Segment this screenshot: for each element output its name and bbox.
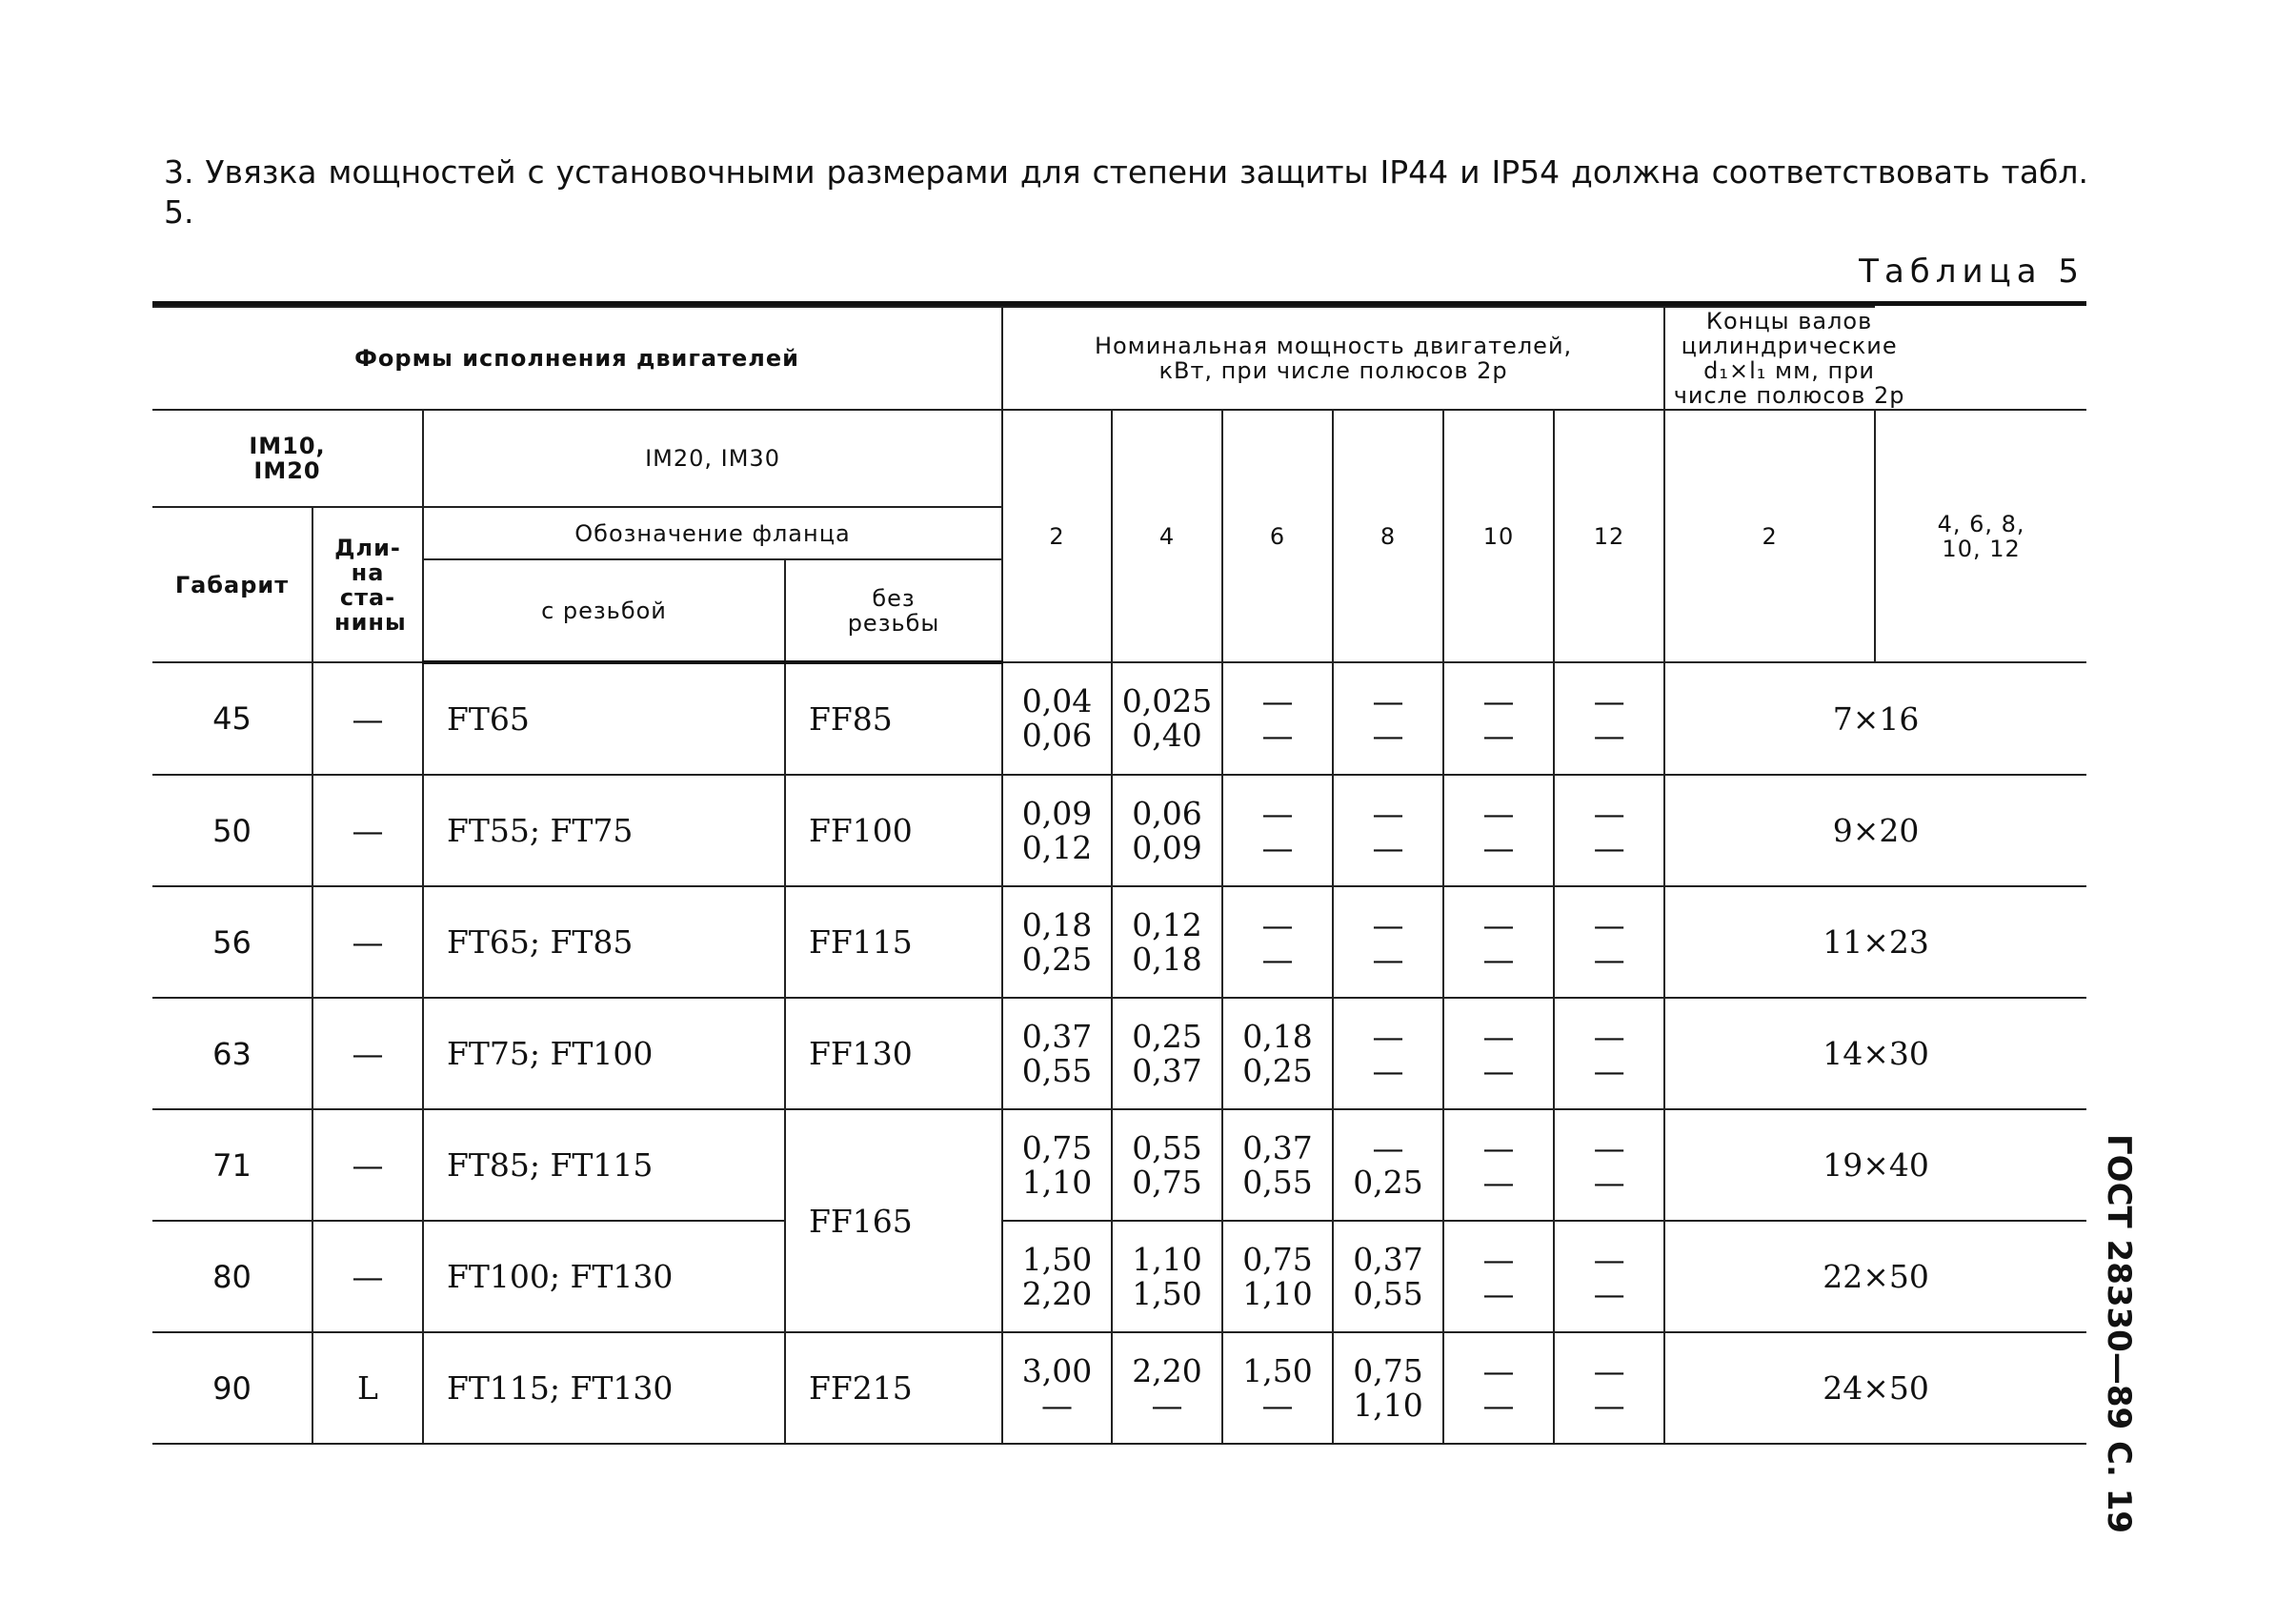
cell-power bbox=[1333, 1332, 1443, 1444]
power-value: 3,00 bbox=[1021, 1351, 1093, 1389]
cell-power bbox=[1112, 1221, 1222, 1332]
power-value: — bbox=[1482, 1351, 1515, 1389]
cell-power bbox=[1554, 1332, 1664, 1444]
cell-flange-threaded: FT65; FT85 bbox=[423, 886, 785, 998]
power-value: 0,37 bbox=[1242, 1128, 1313, 1166]
header-length bbox=[312, 507, 423, 662]
cell-power bbox=[1554, 1109, 1664, 1221]
cell-flange-unthreaded: FF215 bbox=[785, 1332, 1002, 1444]
power-value: 1,50 bbox=[1132, 1274, 1202, 1312]
power-value: — bbox=[1041, 1386, 1074, 1424]
power-value: — bbox=[1372, 940, 1404, 978]
power-value: 0,40 bbox=[1132, 717, 1202, 754]
power-value: 0,25 bbox=[1132, 1017, 1202, 1055]
cell-length: L bbox=[312, 1332, 423, 1444]
power-value: 2,20 bbox=[1021, 1274, 1093, 1312]
power-value: 0,55 bbox=[1353, 1274, 1423, 1312]
power-value: — bbox=[1593, 794, 1625, 832]
cell-shaft: 14×30 bbox=[1664, 998, 2086, 1109]
cell-power bbox=[1112, 1332, 1222, 1444]
cell-flange-unthreaded: FF130 bbox=[785, 998, 1002, 1109]
power-value: — bbox=[1372, 794, 1404, 832]
power-value: — bbox=[1261, 1386, 1294, 1424]
header-pole-8: 8 bbox=[1333, 410, 1443, 662]
power-value: 1,10 bbox=[1242, 1274, 1313, 1312]
header-shaft-pole-2: 2 bbox=[1664, 410, 1875, 662]
power-value: — bbox=[1482, 1017, 1515, 1055]
cell-power bbox=[1443, 662, 1554, 775]
power-value: 0,37 bbox=[1132, 1051, 1202, 1089]
power-value: — bbox=[1482, 905, 1515, 943]
cell-flange-threaded: FT85; FT115 bbox=[423, 1109, 785, 1221]
power-value: 2,20 bbox=[1132, 1351, 1202, 1389]
power-value: 0,12 bbox=[1132, 905, 1202, 943]
cell-flange-threaded: FT65 bbox=[423, 662, 785, 775]
cell-flange-threaded: FT55; FT75 bbox=[423, 775, 785, 886]
cell-flange-threaded: FT115; FT130 bbox=[423, 1332, 785, 1444]
power-value: 0,04 bbox=[1021, 682, 1093, 719]
cell-shaft: 7×16 bbox=[1664, 662, 2086, 775]
header-shaft-pole-rest bbox=[1875, 410, 2086, 662]
power-value: — bbox=[1261, 905, 1294, 943]
cell-power bbox=[1443, 998, 1554, 1109]
power-value: — bbox=[1482, 1163, 1515, 1201]
cell-power bbox=[1443, 886, 1554, 998]
power-value: 0,18 bbox=[1132, 940, 1202, 978]
power-value: — bbox=[1593, 1017, 1625, 1055]
intro-paragraph: 3. Увязка мощностей с установочными размерами для степени защиты IP44 и IP54 должна соответствовать табл. 5. bbox=[164, 153, 2088, 231]
power-value: 0,37 bbox=[1353, 1240, 1423, 1278]
power-value: — bbox=[1593, 1240, 1625, 1278]
header-pole-4: 4 bbox=[1112, 410, 1222, 662]
power-value: — bbox=[1593, 1128, 1625, 1166]
cell-flange-threaded: FT100; FT130 bbox=[423, 1221, 785, 1332]
cell-length: — bbox=[312, 886, 423, 998]
power-value: — bbox=[1151, 1386, 1183, 1424]
power-value: — bbox=[1261, 682, 1294, 719]
header-pole-12: 12 bbox=[1554, 410, 1664, 662]
header-im10 bbox=[152, 410, 423, 507]
cell-power bbox=[1554, 775, 1664, 886]
power-value: — bbox=[1261, 940, 1294, 978]
cell-gabarit: 80 bbox=[152, 1221, 312, 1332]
power-value: — bbox=[1593, 1351, 1625, 1389]
cell-power bbox=[1443, 1109, 1554, 1221]
cell-power bbox=[1112, 886, 1222, 998]
cell-flange-unthreaded: FF100 bbox=[785, 775, 1002, 886]
side-label-text: ГОСТ 28330—89 С. 19 bbox=[2100, 1134, 2138, 1534]
cell-length: — bbox=[312, 1221, 423, 1332]
power-value: — bbox=[1372, 1051, 1404, 1089]
power-value: — bbox=[1482, 1051, 1515, 1089]
cell-gabarit: 56 bbox=[152, 886, 312, 998]
cell-gabarit: 50 bbox=[152, 775, 312, 886]
power-value: — bbox=[1372, 828, 1404, 866]
cell-power bbox=[1333, 886, 1443, 998]
cell-power bbox=[1002, 662, 1112, 775]
power-value: 0,55 bbox=[1242, 1163, 1313, 1201]
table-row bbox=[152, 1332, 2086, 1444]
cell-power bbox=[1333, 662, 1443, 775]
power-value: 0,18 bbox=[1021, 905, 1093, 943]
cell-power bbox=[1443, 1221, 1554, 1332]
table-caption: Таблица 5 bbox=[1859, 253, 2085, 291]
power-value: 0,18 bbox=[1242, 1017, 1313, 1055]
cell-power bbox=[1002, 775, 1112, 886]
power-value: — bbox=[1482, 794, 1515, 832]
cell-gabarit: 71 bbox=[152, 1109, 312, 1221]
power-value: 0,55 bbox=[1132, 1128, 1202, 1166]
power-value: 0,09 bbox=[1021, 794, 1093, 832]
power-value: — bbox=[1593, 828, 1625, 866]
header-power bbox=[1002, 307, 1664, 410]
cell-power bbox=[1112, 775, 1222, 886]
cell-power bbox=[1112, 998, 1222, 1109]
cell-power bbox=[1222, 775, 1333, 886]
cell-power bbox=[1002, 998, 1112, 1109]
power-value: 0,025 bbox=[1121, 682, 1213, 719]
table-row bbox=[152, 998, 2086, 1109]
cell-power bbox=[1222, 998, 1333, 1109]
header-power-text: Номинальная мощность двигателей, кВт, при числе полюсов 2p bbox=[1094, 333, 1573, 384]
table-row bbox=[152, 662, 2086, 775]
cell-power bbox=[1443, 775, 1554, 886]
power-value: 0,06 bbox=[1132, 794, 1202, 832]
header-im10-text: IM10, IM20 bbox=[249, 433, 326, 484]
power-value: 0,25 bbox=[1021, 940, 1093, 978]
header-shaft-pole-rest-text: 4, 6, 8, 10, 12 bbox=[1937, 510, 2025, 562]
power-value: 1,10 bbox=[1353, 1386, 1423, 1424]
power-value: — bbox=[1593, 1163, 1625, 1201]
table-row bbox=[152, 886, 2086, 998]
cell-power bbox=[1222, 886, 1333, 998]
cell-power bbox=[1002, 886, 1112, 998]
power-value: — bbox=[1482, 940, 1515, 978]
cell-power bbox=[1554, 886, 1664, 998]
power-value: 1,10 bbox=[1132, 1240, 1202, 1278]
cell-power bbox=[1222, 1109, 1333, 1221]
cell-power bbox=[1554, 662, 1664, 775]
power-value: — bbox=[1372, 682, 1404, 719]
cell-shaft: 19×40 bbox=[1664, 1109, 2086, 1221]
power-value: — bbox=[1482, 1386, 1515, 1424]
power-value: 0,75 bbox=[1242, 1240, 1313, 1278]
header-unthreaded bbox=[785, 559, 1002, 662]
power-value: 0,75 bbox=[1021, 1128, 1093, 1166]
header-pole-2: 2 bbox=[1002, 410, 1112, 662]
cell-power bbox=[1333, 1221, 1443, 1332]
cell-length: — bbox=[312, 998, 423, 1109]
power-value: 0,75 bbox=[1132, 1163, 1202, 1201]
power-value: — bbox=[1261, 794, 1294, 832]
header-length-text: Дли-на ста-нины bbox=[334, 534, 407, 636]
cell-power bbox=[1333, 775, 1443, 886]
power-value: — bbox=[1482, 682, 1515, 719]
power-value: — bbox=[1482, 1274, 1515, 1312]
cell-power bbox=[1002, 1221, 1112, 1332]
power-value: 0,55 bbox=[1021, 1051, 1093, 1089]
cell-power bbox=[1333, 1109, 1443, 1221]
cell-power bbox=[1002, 1109, 1112, 1221]
power-value: 0,06 bbox=[1021, 717, 1093, 754]
cell-flange-unthreaded: FF85 bbox=[785, 662, 1002, 775]
cell-shaft: 9×20 bbox=[1664, 775, 2086, 886]
header-gabarit: Габарит bbox=[152, 507, 312, 662]
power-value: 0,25 bbox=[1353, 1163, 1423, 1201]
header-forms: Формы исполнения двигателей bbox=[152, 307, 1002, 410]
cell-power bbox=[1333, 998, 1443, 1109]
power-table bbox=[152, 306, 2086, 1445]
power-value: — bbox=[1482, 717, 1515, 754]
table-row bbox=[152, 1109, 2086, 1221]
power-value: 0,09 bbox=[1132, 828, 1202, 866]
header-im20: IM20, IM30 bbox=[423, 410, 1002, 507]
power-value: — bbox=[1482, 1240, 1515, 1278]
cell-shaft: 11×23 bbox=[1664, 886, 2086, 998]
cell-power bbox=[1222, 1221, 1333, 1332]
header-unthreaded-text: без резьбы bbox=[847, 584, 940, 637]
power-value: — bbox=[1482, 828, 1515, 866]
side-label bbox=[2100, 1134, 2139, 1534]
cell-power bbox=[1222, 1332, 1333, 1444]
cell-power bbox=[1222, 662, 1333, 775]
header-pole-6: 6 bbox=[1222, 410, 1333, 662]
header-shafts bbox=[1664, 307, 1905, 410]
cell-shaft: 22×50 bbox=[1664, 1221, 2086, 1332]
cell-power bbox=[1554, 998, 1664, 1109]
table-row bbox=[152, 775, 2086, 886]
power-value: — bbox=[1372, 717, 1404, 754]
power-value: 1,50 bbox=[1021, 1240, 1093, 1278]
header-pole-10: 10 bbox=[1443, 410, 1554, 662]
cell-gabarit: 63 bbox=[152, 998, 312, 1109]
cell-flange-threaded: FT75; FT100 bbox=[423, 998, 785, 1109]
power-value: 0,12 bbox=[1021, 828, 1093, 866]
table-row bbox=[152, 1221, 2086, 1332]
cell-power bbox=[1002, 1332, 1112, 1444]
power-value: — bbox=[1593, 940, 1625, 978]
power-value: 1,10 bbox=[1021, 1163, 1093, 1201]
cell-power bbox=[1112, 1109, 1222, 1221]
header-threaded: с резьбой bbox=[423, 559, 785, 662]
power-value: — bbox=[1372, 1128, 1404, 1166]
cell-shaft: 24×50 bbox=[1664, 1332, 2086, 1444]
power-value: — bbox=[1593, 1274, 1625, 1312]
cell-flange-unthreaded: FF115 bbox=[785, 886, 1002, 998]
cell-length: — bbox=[312, 1109, 423, 1221]
power-value: — bbox=[1593, 905, 1625, 943]
power-value: — bbox=[1372, 905, 1404, 943]
power-value: — bbox=[1261, 717, 1294, 754]
cell-gabarit: 90 bbox=[152, 1332, 312, 1444]
table-body bbox=[152, 662, 2086, 1444]
power-value: 0,75 bbox=[1353, 1351, 1423, 1389]
power-value: — bbox=[1261, 828, 1294, 866]
header-flange: Обозначение фланца bbox=[423, 507, 1002, 559]
cell-power bbox=[1443, 1332, 1554, 1444]
power-value: 0,25 bbox=[1242, 1051, 1313, 1089]
power-value: 0,37 bbox=[1021, 1017, 1093, 1055]
cell-length: — bbox=[312, 775, 423, 886]
power-value: — bbox=[1372, 1017, 1404, 1055]
power-value: — bbox=[1593, 717, 1625, 754]
power-value: — bbox=[1593, 1051, 1625, 1089]
cell-gabarit: 45 bbox=[152, 662, 312, 775]
power-value: — bbox=[1593, 1386, 1625, 1424]
cell-power bbox=[1112, 662, 1222, 775]
cell-flange-unthreaded: FF165 bbox=[785, 1109, 1002, 1332]
power-value: — bbox=[1482, 1128, 1515, 1166]
power-value: 1,50 bbox=[1242, 1351, 1313, 1389]
cell-length: — bbox=[312, 662, 423, 775]
header-shafts-text: Концы валов цилиндрические d₁×l₁ мм, при числе полюсов 2p bbox=[1673, 308, 1905, 409]
cell-power bbox=[1554, 1221, 1664, 1332]
power-value: — bbox=[1593, 682, 1625, 719]
